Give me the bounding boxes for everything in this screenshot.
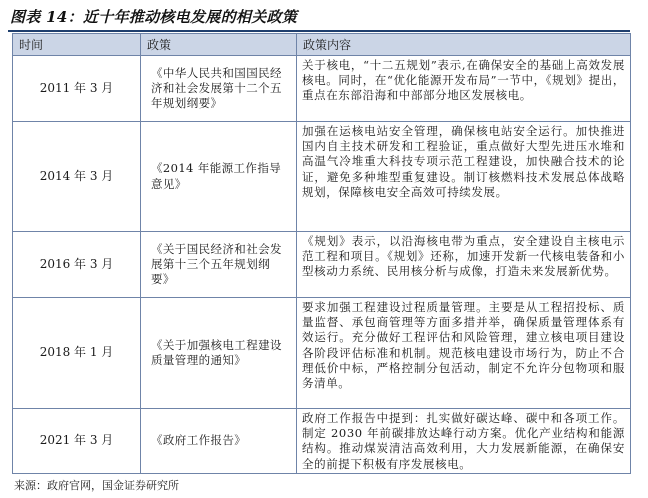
cell-content: 政府工作报告中提到：扎实做好碳达峰、碳中和各项工作。制定 2030 年前碳排放达峰行动方案。优化产业结构和能源结构。推动煤炭清洁高效利用，大力发展新能源，在确保安全的前提下积极有序发展核电。 (297, 409, 631, 474)
table-row (13, 409, 631, 474)
table-row (13, 232, 631, 298)
figure-title: 图表 14：近十年推动核电发展的相关政策 (10, 8, 298, 26)
cell-time: 2011 年 3 月 (13, 56, 141, 122)
header-policy: 政策 (141, 34, 297, 56)
header-content: 政策内容 (297, 34, 631, 56)
cell-policy: 《2014 年能源工作指导意见》 (141, 122, 297, 232)
table-row (13, 122, 631, 232)
cell-time: 2021 年 3 月 (13, 409, 141, 474)
source-note: 来源：政府官网，国金证券研究所 (14, 479, 179, 492)
cell-content: 关于核电，“十二五规划”表示,在确保安全的基础上高效发展核电。同时，在“优化能源开发布局”一节中，《规划》提出，重点在东部沿海和中部部分地区发展核电。 (297, 56, 631, 122)
table-header-row (13, 34, 631, 56)
cell-policy: 《中华人民共和国国民经济和社会发展第十二个五年规划纲要》 (141, 56, 297, 122)
cell-policy: 《政府工作报告》 (141, 409, 297, 474)
table-row (13, 56, 631, 122)
cell-time: 2018 年 1 月 (13, 298, 141, 409)
cell-content: 《规划》表示，以沿海核电带为重点，安全建设自主核电示范工程和项目。《规划》还称，加速开发新一代核电装备和小型核动力系统、民用核分析与成像，打造未来发展新优势。 (297, 232, 631, 298)
policy-table (12, 33, 631, 474)
title-divider (8, 30, 630, 32)
cell-time: 2014 年 3 月 (13, 122, 141, 232)
table-row (13, 298, 631, 409)
cell-policy: 《关于国民经济和社会发展第十三个五年规划纲要》 (141, 232, 297, 298)
cell-content: 加强在运核电站安全管理，确保核电站安全运行。加快推进国内自主技术研发和工程验证，重点做好大型先进压水堆和高温气冷堆重大科技专项示范工程建设，加快融合技术的论证，避免多种堆型重复建设。制订核燃料技术发展总体战略规划，保障核电安全高效可持续发展。 (297, 122, 631, 232)
header-time: 时间 (13, 34, 141, 56)
cell-time: 2016 年 3 月 (13, 232, 141, 298)
cell-policy: 《关于加强核电工程建设质量管理的通知》 (141, 298, 297, 409)
cell-content: 要求加强工程建设过程质量管理。主要是从工程招投标、质量监督、承包商管理等方面多措并举，确保质量管理体系有效运行。充分做好工程评估和风险管理，建立核电项目建设各阶段评估标准和机制。规范核电建设市场行为，防止不合理低价中标，严格控制分包活动，制定不允许分包物项和服务清单。 (297, 298, 631, 409)
